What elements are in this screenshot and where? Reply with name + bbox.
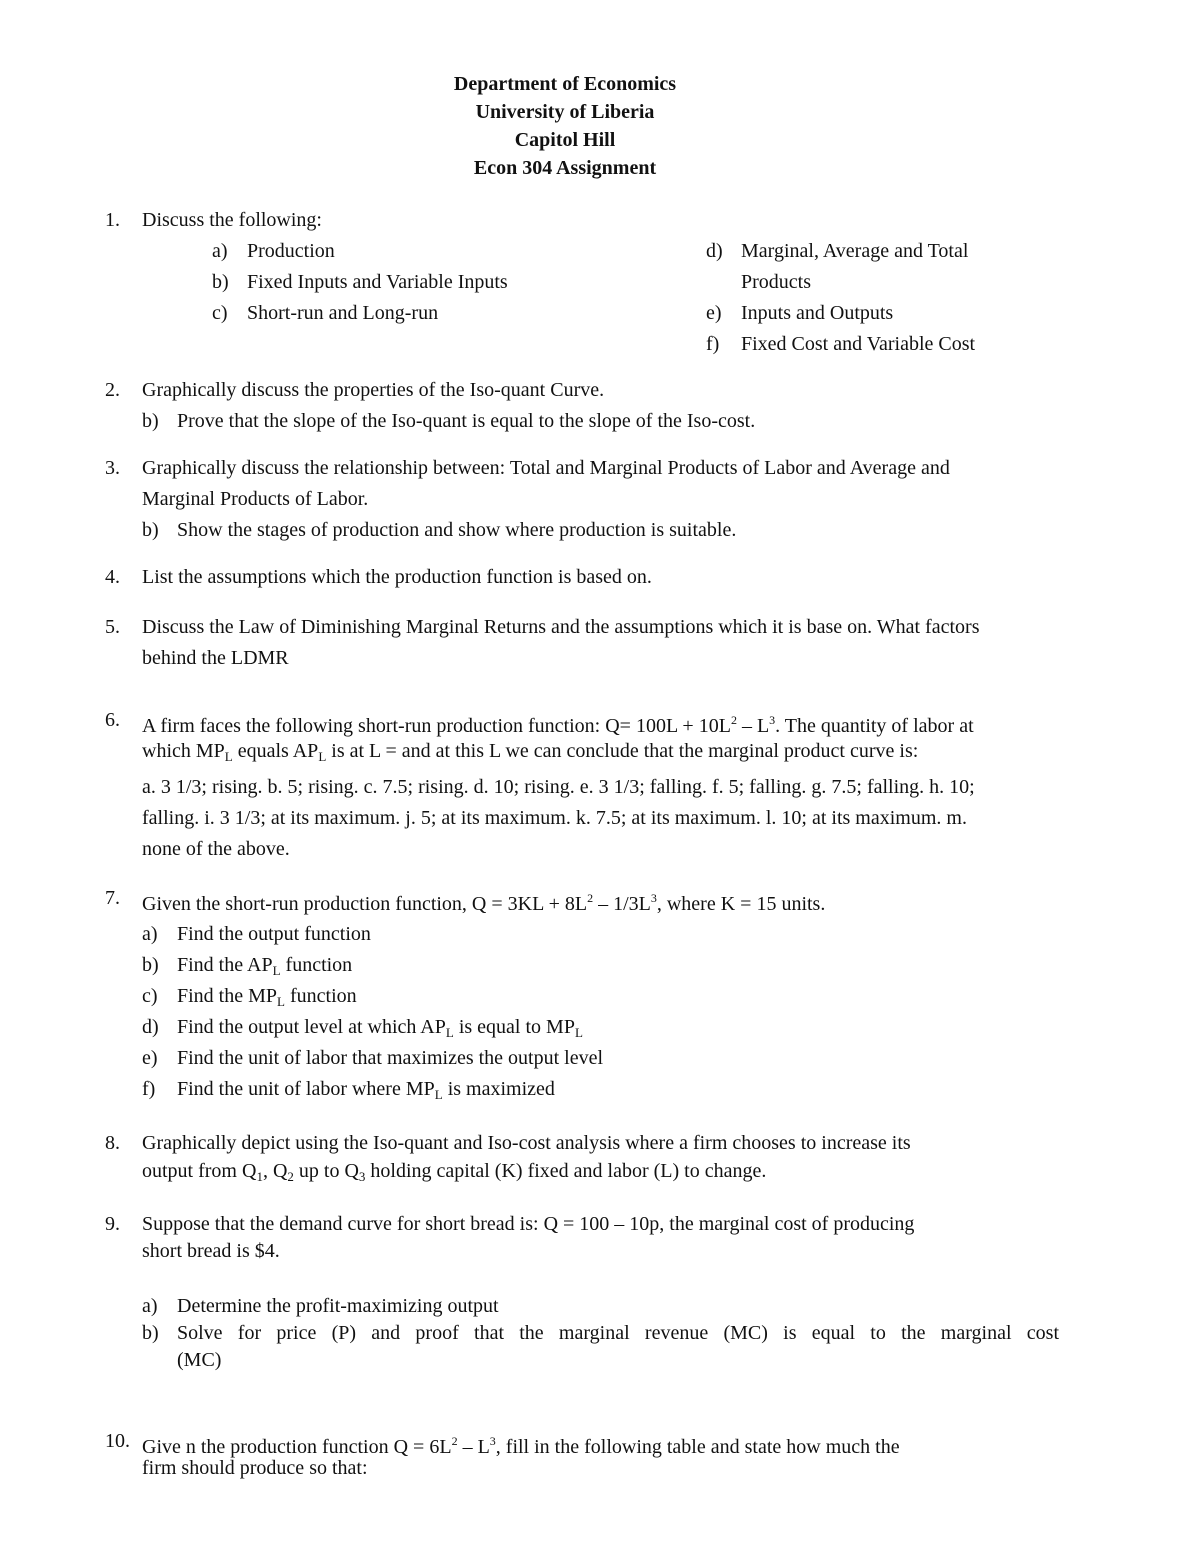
campus-title: Capitol Hill [514,129,616,151]
question-text: List the assumptions which the production function is based on. [142,566,652,588]
item-marker: d) [706,240,723,262]
item-text: Find the $MP_L$ function [177,985,357,1009]
item-text: Find the $AP_L$ function [177,954,353,978]
item-marker: e) [142,1047,158,1069]
question-number: 3. [105,457,120,479]
item-text: Find the output level at which $AP_L$ is equal to $MP_L$ [177,1016,583,1040]
question-text-continued: short bread is $4. [142,1240,280,1262]
question-text: Suppose that the demand curve for short bread is: Q = 100 – 10p, the marginal cost of producing [142,1213,915,1235]
question-text: A firm faces the following short-run production function: $Q= 100L + 10L^2 - L^3$. The quantity of labor at [142,713,974,737]
question-text-continued: behind the LDMR [142,647,289,669]
item-marker: b) [142,519,159,541]
item-marker: a) [142,1295,158,1317]
item-marker: f) [706,333,720,355]
question-number: 8. [105,1132,120,1154]
question-text-continued: Marginal Products of Labor. [142,488,369,510]
item-marker: c) [142,985,158,1007]
item-marker: b) [212,271,229,293]
item-text: Find the unit of labor that maximizes the output level [177,1047,604,1069]
question-text: Give n the production function $Q = 6L^2 - L^3$, fill in the following table and state how much the [142,1434,900,1458]
item-text: Find the output function [177,923,371,945]
question-number: 7. [105,887,120,909]
question-text: Graphically discuss the properties of the Iso-quant Curve. [142,379,605,401]
question-text-continued: which $MP_L$ equals $AP_L$ is at L = and at this L we can conclude that the marginal product curve is: [142,740,919,764]
question-number: 10. [105,1430,130,1452]
item-marker: a) [212,240,228,262]
item-text: Production [247,240,335,262]
item-text: Fixed Inputs and Variable Inputs [247,271,508,293]
assignment-title: Econ 304 Assignment [473,157,657,179]
question-text: Graphically discuss the relationship between: Total and Marginal Products of Labor and Average and [142,457,950,479]
university-title: University of Liberia [475,101,655,123]
question-text: Given the short-run production function, $Q = 3KL + 8L^2 - 1/3L^3$, where K = 15 units. [142,891,826,915]
item-marker: a) [142,923,158,945]
document-header [0,70,1130,182]
answer-options: a. 3 1/3; rising. b. 5; rising. c. 7.5; rising. d. 10; rising. e. 3 1/3; falling. f. 5; falling. g. 7.5; falling. h. 10; [142,776,975,798]
answer-options-continued: falling. i. 3 1/3; at its maximum. j. 5; at its maximum. k. 7.5; at its maximum. l. 10; at its maximum. m. [142,807,967,829]
item-text: Inputs and Outputs [741,302,894,324]
item-text-continued: (MC) [177,1349,222,1371]
question-number: 9. [105,1213,120,1235]
item-marker: b) [142,410,159,432]
question-number: 6. [105,709,120,731]
item-text: Prove that the slope of the Iso-quant is equal to the slope of the Iso-cost. [177,410,756,432]
item-text: Find the unit of labor where $MP_L$ is maximized [177,1078,555,1102]
question-text: Discuss the following: [142,209,322,231]
item-marker: c) [212,302,228,324]
question-number: 4. [105,566,120,588]
question-text: Graphically depict using the Iso-quant and Iso-cost analysis where a firm chooses to increase its [142,1132,911,1154]
item-text: Fixed Cost and Variable Cost [741,333,976,355]
item-marker: d) [142,1016,159,1038]
item-marker: b) [142,1322,159,1344]
question-number: 2. [105,379,120,401]
item-text: Solve for price (P) and proof that the marginal revenue (MC) is equal to the marginal cost [177,1322,1059,1344]
question-text-continued: output from $Q_1$, $Q_2$ up to $Q_3$ holding capital (K) fixed and labor (L) to change. [142,1160,767,1184]
item-marker: b) [142,954,159,976]
question-text-continued: firm should produce so that: [142,1457,368,1479]
item-marker: f) [142,1078,156,1100]
item-text: Short-run and Long-run [247,302,439,324]
item-text: Marginal, Average and Total [741,240,969,262]
item-text: Show the stages of production and show where production is suitable. [177,519,737,541]
item-text: Determine the profit-maximizing output [177,1295,499,1317]
item-text-continued: Products [741,271,811,293]
department-title: Department of Economics [453,73,677,95]
item-marker: e) [706,302,722,324]
question-text: Discuss the Law of Diminishing Marginal Returns and the assumptions which it is base on. What factors [142,616,980,638]
answer-options-continued: none of the above. [142,838,290,860]
question-number: 5. [105,616,120,638]
question-number: 1. [105,209,120,231]
